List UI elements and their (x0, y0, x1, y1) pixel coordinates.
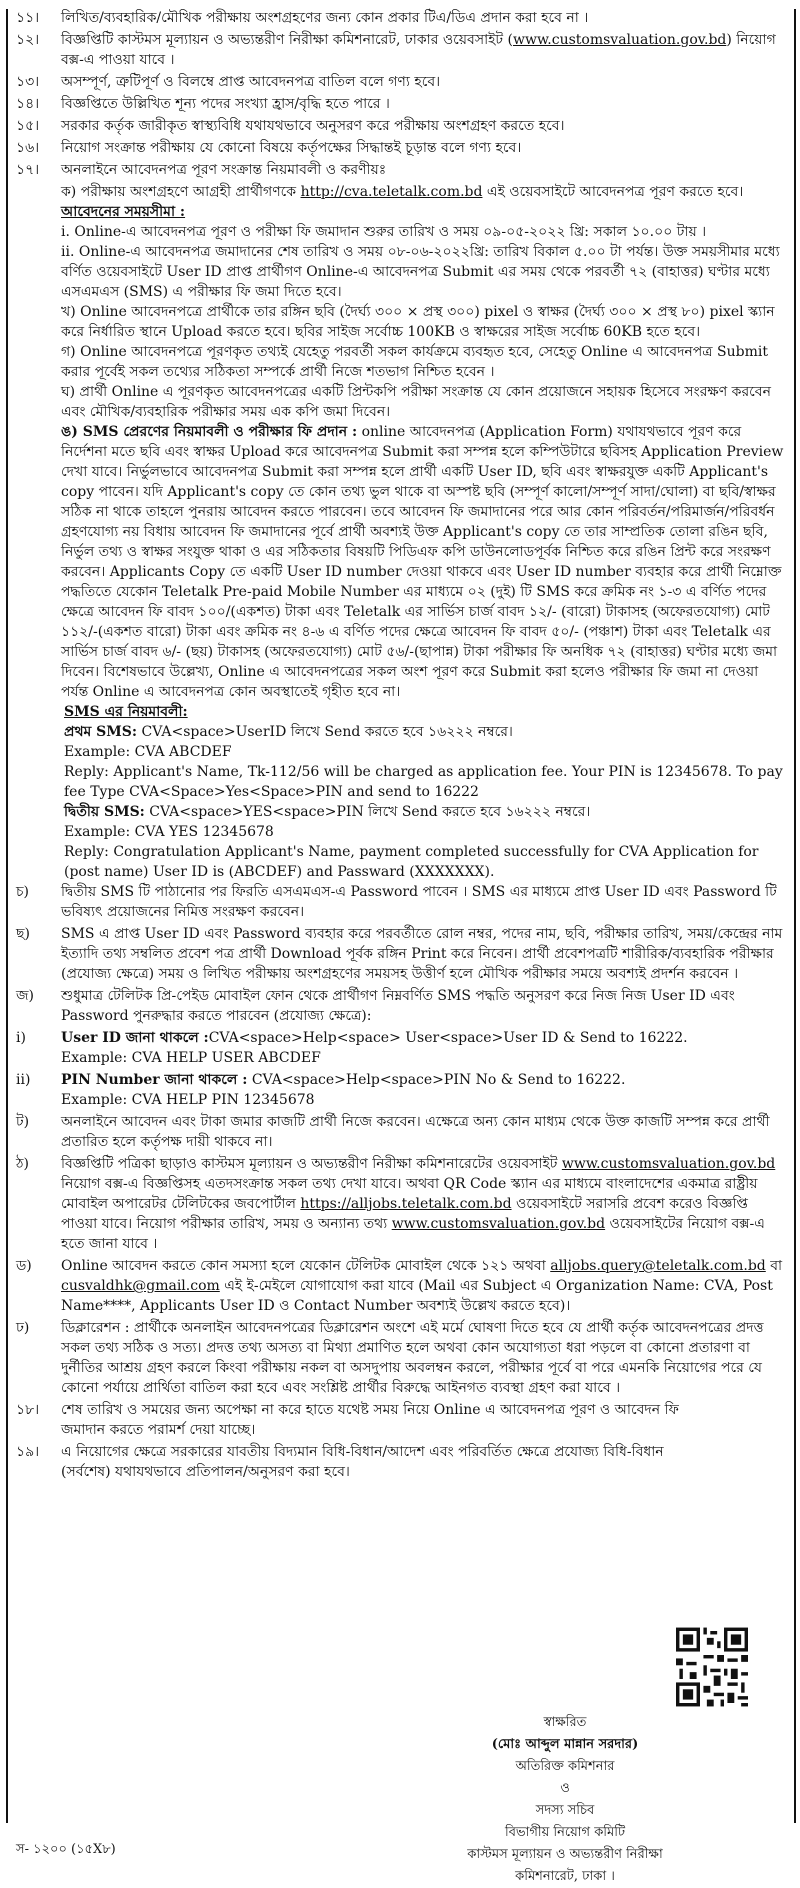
second-sms-reply: Reply: Congratulation Applicant's Name, payment completed successfully for CVA Application for (post name) User ID is (ABCDEF) and Passward (XXXXXXX). (64, 844, 759, 880)
organization-place: কমিশনারেট, ঢাকা । (515, 1869, 615, 1884)
cusval-email-link[interactable]: cusvaldhk@gmail.com (61, 1278, 220, 1294)
recovery-user-id: i) User ID জানা থাকলে :CVA<space>Help<space> User<space>User ID & Send to 16222. Example: CVA HELP USER ABCDEF (16, 1030, 688, 1066)
first-sms: প্রথম SMS: CVA<space>UserID লিখে Send করতে হবে ১৬২২২ নম্বরে। (64, 724, 513, 740)
item-ja: জ) শুধুমাত্র টেলিটক প্রি-পেইড মোবাইল ফোন থেকে প্রার্থীগণ নিম্নবর্ণিত SMS পদ্ধতি অনুসরণ করে নিজ নিজ User ID এবং Password পুনরুদ্ধার করতে পারবেন (প্রযোজ্য ক্ষেত্রে): (16, 988, 735, 1024)
signed-label: স্বাক্ষরিত (543, 1715, 587, 1730)
signatory-name: (মোঃ আব্দুল মান্নান সরদার) (491, 1737, 639, 1752)
item-12: ১২। বিজ্ঞপ্তিটি কাস্টমস মূল্যায়ন ও অভ্যন্তরীণ নিরীক্ষা কমিশনারেট, ঢাকার ওয়েবসাইট (www.customsvaluation.gov.bd) নিয়োগ বক্স-এ পাওয়া যাবে । (16, 32, 776, 68)
item-17-uma: ঙ) SMS প্রেরণের নিয়মাবলী ও পরীক্ষার ফি প্রদান : online আবেদনপত্র (Application Form) যথাযথভাবে পূরণ করে নির্দেশনা মতে ছবি এবং স্বাক্ষর Upload করে আবেদনপত্র Submit করা সম্পন্ন হলে কম্পিউটারে ছবিসহ Application Preview দেখা যাবে। নির্ভুলভাবে আবেদনপত্র Submit করা সম্পন্ন হলে প্রার্থী একটি User ID, ছবি এবং স্বাক্ষরযুক্ত একটি Applicant's copy পাবেন। যদি Applicant's copy তে কোন তথ্য ভুল থাকে বা অস্পষ্ট ছবি (সম্পূর্ণ কালো/সম্পূর্ণ সাদা/ঘোলা) বা ছবি/স্বাক্ষর সঠিক না থাকে তাহলে পুনরায় আবেদন করতে পারবেন। তবে আবেদন ফি জমাদানের পরে আর কোন পরিবর্তন/পরিমার্জন/পরিবর্ধন গ্রহণযোগ্য নয় বিধায় আবেদন ফি জমাদানের পূর্বে প্রার্থী অবশ্যই উক্ত Applicant's copy তে তার সাম্প্রতিক তোলা রঙিন ছবি, নির্ভুল তথ্য ও স্বাক্ষর সংযুক্ত থাকা ও এর সঠিকতার বিষয়টি পিডিএফ কপি ডাউনলোডপূর্বক নিশ্চিত করে রঙিন প্রিন্ট করে সংরক্ষণ করবেন। Applicants Copy তে একটি User ID number দেওয়া থাকবে এবং User ID number ব্যবহার করে প্রার্থী নিম্নোক্ত পদ্ধতিতে যেকোন Teletalk Pre-paid Mobile Number এর মাধ্যমে ০২ (দুই) টি SMS করে ক্রমিক নং ১-৩ এ বর্ণিত পদের ক্ষেত্রে আবেদন ফি বাবদ ১০০/(একশত) টাকা এবং Teletalk এর সার্ভিস চার্জ বাবদ ১২/- (বারো) টাকাসহ (অফেরতযোগ্য) মোট ১১২/-(একশত বারো) টাকা এবং ক্রমিক নং ৪-৬ এ বর্ণিত পদের ক্ষেত্রে আবেদন ফি বাবদ ৫০/- (পঞ্চাশ) টাকা এবং Teletalk এর সার্ভিস চার্জ বাবদ ৬/- (ছয়) টাকাসহ (অফেরতযোগ্য) মোট ৫৬/-(ছাপান্ন) টাকা পরীক্ষার ফি অনধিক ৭২ (বাহাত্তর) ঘণ্টার মধ্যে জমা দিবেন। বিশেষভাবে উল্লেখ্য, Online এ আবেদনপত্রের সকল অংশ পূরণ করে Submit করা হলেও পরীক্ষার ফি জমা না দেওয়া পর্যন্ত Online এ আবেদনপত্র কোন অবস্থাতেই গৃহীত হবে না। (61, 424, 784, 700)
item-11: ১১। লিখিত/ব্যবহারিক/মৌখিক পরীক্ষায় অংশগ্রহণের জন্য কোন প্রকার টিএ/ডিএ প্রদান করা হবে না । (16, 10, 589, 26)
item-15: ১৫। সরকার কর্তৃক জারীকৃত স্বাস্থ্যবিধি যথাযথভাবে অনুসরণ করে পরীক্ষায় অংশগ্রহণ করতে হবে। (16, 118, 565, 134)
first-sms-example: Example: CVA ABCDEF (64, 744, 232, 760)
time-limit-heading: আবেদনের সময়সীমা : (61, 204, 186, 220)
item-chha: ছ) SMS এ প্রাপ্ত User ID এবং Password ব্যবহার করে পরবর্তীতে রোল নম্বর, পদের নাম, ছবি, পরীক্ষার তারিখ, সময়/কেন্দ্রের নাম ইত্যাদি তথ্য সম্বলিত প্রবেশ পত্র প্রার্থী Download পূর্বক রঙ্গিন Print করে নিবেন। প্রার্থী প্রবেশপত্রটি শারীরিক/ব্যবহারিক পরীক্ষার (প্রযোজ্য ক্ষেত্রে) সময় ও লিখিত পরীক্ষায় অংশগ্রহণের সময়সহ উত্তীর্ণ হলে মৌখিক পরীক্ষার সময়ে অবশ্যই প্রদর্শন করবেন । (16, 926, 783, 982)
item-14: ১৪। বিজ্ঞপ্তিতে উল্লিখিত শূন্য পদের সংখ্যা হ্রাস/বৃদ্ধি হতে পারে । (16, 96, 390, 112)
committee-name: বিভাগীয় নিয়োগ কমিটি (504, 1825, 626, 1840)
website-link-3[interactable]: www.customsvaluation.gov.bd (391, 1216, 606, 1232)
item-17-ka: ক) পরীক্ষায় অংশগ্রহণে আগ্রহী প্রার্থীগণকে http://cva.teletalk.com.bd এই ওয়েবসাইটে আবেদনপত্র পূরণ করতে হবে। (61, 184, 744, 200)
website-link-2[interactable]: www.customsvaluation.gov.bd (561, 1156, 776, 1172)
teletalk-email-link[interactable]: alljobs.query@teletalk.com.bd (550, 1258, 766, 1274)
website-link[interactable]: www.customsvaluation.gov.bd (512, 32, 727, 48)
item-17-kha: খ) Online আবেদনপত্রে প্রার্থীকে তার রঙ্গিন ছবি (দৈর্ঘ্য ৩০০ × প্রস্থ ৩০০) pixel ও স্বাক্ষর (দৈর্ঘ্য ৩০০ × প্রস্থ ৮০) pixel স্ক্যান করে নির্ধারিত স্থানে Upload করতে হবে। ছবির সাইজ সর্বোচ্চ 100KB ও স্বাক্ষরের সাইজ সর্বোচ্চ 60KB হতে হবে। (61, 304, 775, 340)
cva-teletalk-link[interactable]: http://cva.teletalk.com.bd (300, 184, 483, 200)
item-13: ১৩। অসম্পূর্ণ, ত্রুটিপূর্ণ ও বিলম্বে প্রাপ্ত আবেদনপত্র বাতিল বলে গণ্য হবে। (16, 74, 441, 90)
time-limit-end: ii. Online-এ আবেদনপত্র জমাদানের শেষ তারিখ ও সময় ০৮-০৬-২০২২খ্রি: তারিখ বিকাল ৫.০০ টা পর্যন্ত। উক্ত সময়সীমার মধ্যে বর্ণিত ওয়েবসাইটে User ID প্রাপ্ত প্রার্থীগণ Online-এ আবেদনপত্র Submit এর সময় থেকে পরবর্তী ৭২ (বাহাত্তর) ঘণ্টার মধ্যে এসএমএস (SMS) এ পরীক্ষার ফি জমা দিতে হবে। (61, 244, 780, 300)
item-cha: চ) দ্বিতীয় SMS টি পাঠানোর পর ফিরতি এসএমএস-এ Password পাবেন । SMS এর মাধ্যমে প্রাপ্ত User ID এবং Password টি ভবিষ্যৎ প্রয়োজনের নিমিত্ত সংরক্ষণ করবেন। (16, 884, 777, 920)
item-ta: ট) অনলাইনে আবেদন এবং টাকা জমার কাজটি প্রার্থী নিজে করবেন। এক্ষেত্রে অন্য কোন মাধ্যম থেকে উক্ত কাজটি সম্পন্ন করে প্রার্থী প্রতারিত হলে কর্তৃপক্ষ দায়ী থাকবে না। (16, 1114, 770, 1150)
item-18: ১৮। শেষ তারিখ ও সময়ের জন্য অপেক্ষা না করে হাতে যথেষ্ট সময় নিয়ে Online এ আবেদনপত্র পূরণ ও আবেদন ফি জমাদান করতে পরামর্শ দেয়া যাচ্ছে। (16, 1402, 679, 1438)
first-sms-reply: Reply: Applicant's Name, Tk-112/56 will be charged as application fee. Your PIN is 12345678. To pay fee Type CVA<Space>Yes<Space>PIN and send to 16222 (64, 764, 783, 800)
organization-name: কাস্টমস মূল্যায়ন ও অভ্যন্তরীণ নিরীক্ষা (467, 1847, 663, 1862)
reference-number: স- ১২০০ (১৫X৮) (16, 1842, 116, 1857)
item-dha: ঢ) ডিক্লারেশন : প্রার্থীকে অনলাইন আবেদনপত্রের ডিক্লারেশন অংশে এই মর্মে ঘোষণা দিতে হবে যে প্রার্থী কর্তৃক আবেদনপত্রের প্রদত্ত সকল তথ্য সঠিক ও সত্য। প্রদত্ত তথ্য অসত্য বা মিথ্যা প্রমাণিত হলে অথবা কোন অযোগ্যতা ধরা পড়লে বা কোনো প্রতারণা বা দুর্নীতির আশ্রয় গ্রহণ করলে কিংবা পরীক্ষায় নকল বা অসদুপায় অবলম্বন করলে, পরীক্ষার পূর্বে বা পরে এমনকি নিয়োগের পরে যে কোনো পর্যায়ে প্রার্থিতা বাতিল করা হবে এবং সংশ্লিষ্ট প্রার্থীর বিরুদ্ধে আইনগত ব্যবস্থা গ্রহণ করা যাবে । (16, 1320, 764, 1396)
sms-rules-heading: SMS এর নিয়মাবলী: (64, 704, 188, 720)
item-19: ১৯। এ নিয়োগের ক্ষেত্রে সরকারের যাবতীয় বিদ্যমান বিধি-বিধান/আদেশ এবং পরিবর্তিত ক্ষেত্রে প্রযোজ্য বিধি-বিধান (সর্বশেষ) যথাযথভাবে প্রতিপালন/অনুসরণ করা হবে। (16, 1444, 664, 1480)
item-da: ড) Online আবেদন করতে কোন সমস্যা হলে যেকোন টেলিটক মোবাইল থেকে ১২১ অথবা alljobs.query@teletalk.com.bd বা cusvaldhk@gmail.com এই ই-মেইলে যোগাযোগ করা যাবে (Mail এর Subject এ Organization Name: CVA, Post Name****, Applicants User ID ও Contact Number অবশ্যই উল্লেখ করতে হবে)। (16, 1258, 783, 1314)
time-limit-start: i. Online-এ আবেদনপত্র পূরণ ও পরীক্ষা ফি জমাদান শুরুর তারিখ ও সময় ০৯-০৫-২০২২ খ্রি: সকাল ১০.০০ টায় । (61, 224, 707, 240)
signature-block (400, 1712, 730, 1888)
signatory-and: ও (560, 1781, 570, 1796)
qr-code-icon[interactable] (676, 1627, 748, 1707)
recovery-pin: ii) PIN Number জানা থাকলে : CVA<space>Help<space>PIN No & Send to 16222. Example: CVA HELP PIN 12345678 (16, 1072, 626, 1108)
item-17-gha: ঘ) প্রার্থী Online এ পূরণকৃত আবেদনপত্রের একটি প্রিন্টকপি পরীক্ষা সংক্রান্ত যে কোন প্রয়োজনে সহায়ক হিসেবে সংরক্ষণ করবেন এবং মৌখিক/ব্যবহারিক পরীক্ষার সময় এক কপি জমা দিবেন। (61, 384, 771, 420)
signatory-role: সদস্য সচিব (535, 1803, 595, 1818)
item-tha: ঠ) বিজ্ঞপ্তিটি পত্রিকা ছাড়াও কাস্টমস মূল্যায়ন ও অভ্যন্তরীণ নিরীক্ষা কমিশনারেটের ওয়েবসাইট www.customsvaluation.gov.bd নিয়োগ বক্স-এ বিজ্ঞপ্তিসহ এতদসংক্রান্ত সকল তথ্য দেখা যাবে। অথবা QR Code স্ক্যান এর মাধ্যমে বাংলাদেশের একমাত্র রাষ্ট্রীয় মোবাইল অপারেটর টেলিটকের জবপোর্টাল https://alljobs.teletalk.com.bd ওয়েবসাইটে সরাসরি প্রবেশ করেও বিজ্ঞপ্তি পাওয়া যাবে। নিয়োগ পরীক্ষার তারিখ, সময় ও অন্যান্য তথ্য www.customsvaluation.gov.bd ওয়েবসাইটের নিয়োগ বক্স-এ হতে জানা যাবে । (16, 1156, 776, 1252)
item-17-ga: গ) Online আবেদনপত্রে পূরণকৃত তথ্যই যেহেতু পরবর্তী সকল কার্যক্রমে ব্যবহৃত হবে, সেহেতু Online এ আবেদনপত্র Submit করার পূর্বেই সকল তথ্যের সঠিকতা সম্পর্কে প্রার্থী নিজে শতভাগ নিশ্চিত হবেন । (61, 344, 768, 380)
second-sms-example: Example: CVA YES 12345678 (64, 824, 274, 840)
item-16: ১৬। নিয়োগ সংক্রান্ত পরীক্ষায় যে কোনো বিষয়ে কর্তৃপক্ষের সিদ্ধান্তই চূড়ান্ত বলে গণ্য হবে। (16, 140, 522, 156)
signatory-title: অতিরিক্ত কমিশনার (515, 1759, 615, 1774)
item-17: ১৭। অনলাইনে আবেদনপত্র পূরণ সংক্রান্ত নিয়মাবলী ও করণীয়ঃ (16, 162, 387, 178)
second-sms: দ্বিতীয় SMS: CVA<space>YES<space>PIN লিখে Send করতে হবে ১৬২২২ নম্বরে। (64, 804, 591, 820)
alljobs-link[interactable]: https://alljobs.teletalk.com.bd (300, 1196, 512, 1212)
